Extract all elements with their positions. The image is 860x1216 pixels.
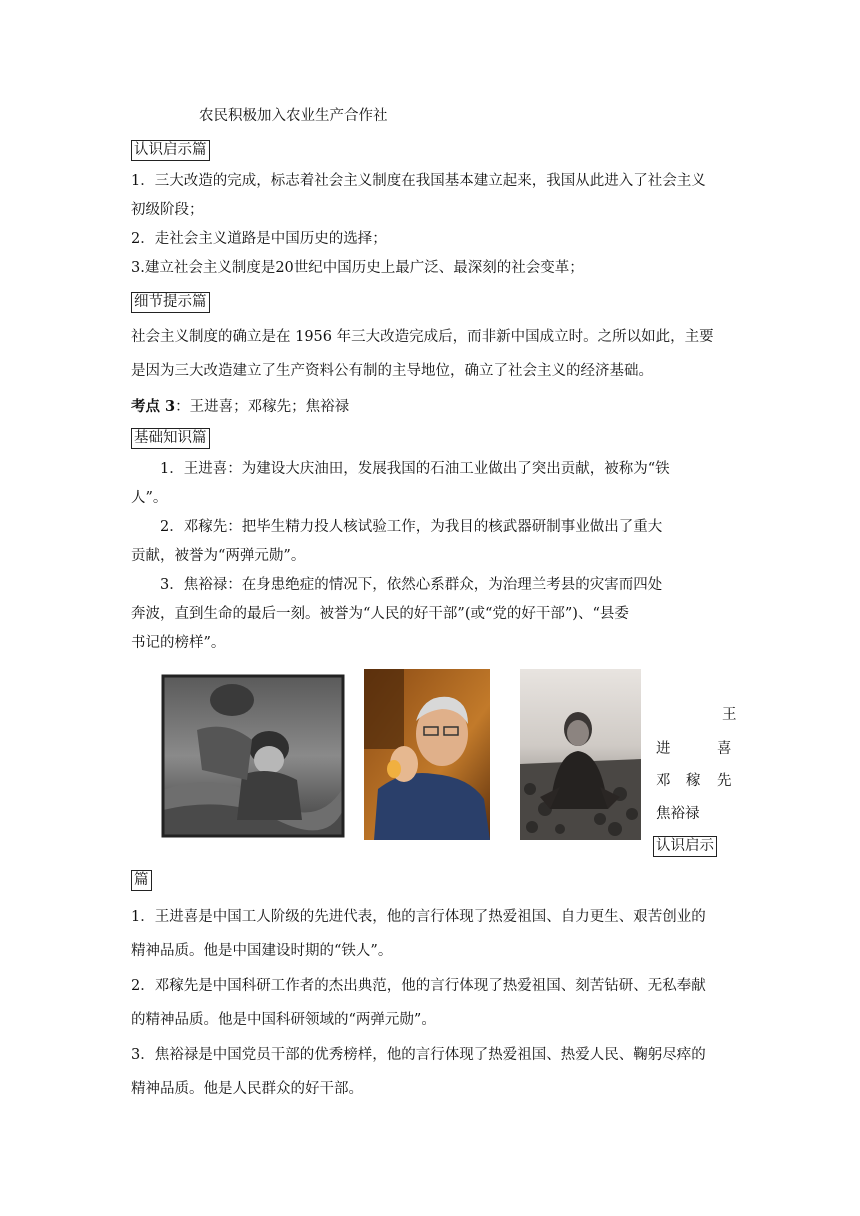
section-heading-rengshi (131, 140, 210, 161)
paragraph-line: 2．走社会主义道路是中国历史的选择； (131, 231, 387, 247)
paragraph-line: 2．邓稼先是中国科研工作者的杰出典范，他的言行体现了热爱祖国、刻苦钻研、无私奉献 (131, 978, 706, 994)
name-jiao-yulu: 焦裕禄 (656, 806, 700, 822)
paragraph-line: 精神品质。他是中国建设时期的“铁人”。 (131, 943, 393, 959)
kaodian-text: ：王进喜；邓稼先；焦裕禄 (175, 399, 350, 415)
paragraph-line: 1．三大改造的完成，标志着社会主义制度在我国基本建立起来，我国从此进入了社会主义 (131, 173, 706, 189)
paragraph-line: 3．焦裕禄是中国党员干部的优秀榜样，他的言行体现了热爱祖国、热爱人民、鞠躬尽瘁的 (131, 1047, 706, 1063)
heading-box: 细节提示篇 (131, 292, 210, 313)
photo-deng-jiaxian (364, 669, 490, 840)
paragraph-line: 1．王进喜是中国工人阶级的先进代表，他的言行体现了热爱祖国、自力更生、艰苦创业的 (131, 909, 706, 925)
kaodian-line (131, 395, 349, 416)
photo-wang-jinxi (157, 670, 347, 845)
paragraph-line: 奔波，直到生命的最后一刻。被誉为“人民的好干部”(或“党的好干部”)、“县委 (131, 606, 629, 622)
section-heading-xijie (131, 292, 210, 313)
name-char: 先 (717, 773, 732, 789)
heading-box: 篇 (131, 870, 152, 891)
paragraph-line: 人”。 (131, 490, 168, 506)
section-heading-rengshi-2-cont (131, 870, 152, 891)
heading-box: 基础知识篇 (131, 428, 210, 449)
heading-box: 认识启示 (653, 836, 717, 857)
paragraph-line: 是因为三大改造建立了生产资料公有制的主导地位，确立了社会主义的经济基础。 (131, 363, 653, 379)
paragraph-line: 精神品质。他是人民群众的好干部。 (131, 1081, 363, 1097)
paragraph-line: 2．邓稼先：把毕生精力投人核试验工作，为我目的核武器研制事业做出了重大 (160, 519, 663, 535)
name-char: 喜 (717, 741, 732, 757)
paragraph-line: 3.建立社会主义制度是20世纪中国历史上最广泛、最深刻的社会变革； (131, 260, 584, 276)
paragraph-line: 贡献，被誉为“两弹元勋”。 (131, 548, 306, 564)
paragraph-line: 1．王进喜：为建设大庆油田，发展我国的石油工业做出了突出贡献，被称为“铁 (160, 461, 670, 477)
section-heading-rengshi-2 (653, 836, 717, 857)
section-heading-jichu (131, 428, 210, 449)
paragraph-line: 初级阶段； (131, 202, 204, 218)
paragraph-line: 的精神品质。他是中国科研领域的“两弹元勋”。 (131, 1012, 436, 1028)
paragraph-line: 3．焦裕禄：在身患绝症的情况下，依然心系群众，为治理兰考县的灾害而四处 (160, 577, 663, 593)
kaodian-label: 考点 3 (131, 398, 176, 415)
name-char: 邓 (656, 773, 671, 789)
photo-jiao-yulu (520, 669, 641, 840)
caption-top: 农民积极加入农业生产合作社 (199, 108, 388, 124)
paragraph-line: 书记的榜样”。 (131, 635, 226, 651)
heading-box: 认识启示篇 (131, 140, 210, 161)
paragraph-line: 社会主义制度的确立是在 1956 年三大改造完成后，而非新中国成立时。之所以如此，主要 (131, 329, 714, 345)
name-char: 王 (722, 707, 737, 723)
name-char: 进 (656, 741, 671, 757)
name-char: 稼 (686, 773, 701, 789)
